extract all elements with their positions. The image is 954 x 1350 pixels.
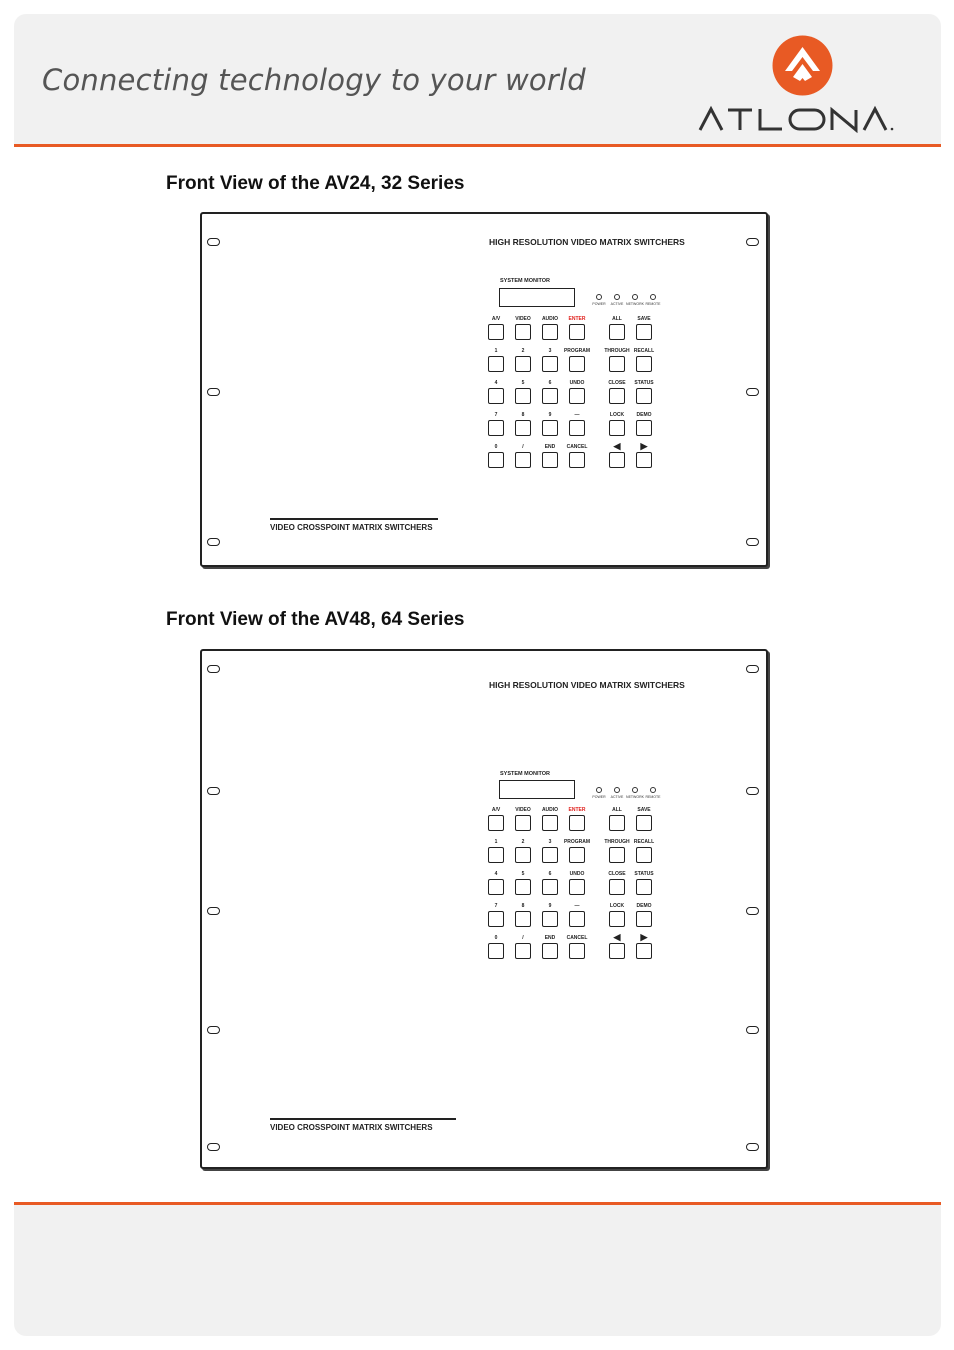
key-label: 7 [494,903,498,909]
key-left-button[interactable] [609,943,625,959]
key-5-button[interactable] [515,879,531,895]
footer-divider [14,1202,941,1205]
key-label: UNDO [569,871,585,877]
status-led-label: REMOTE [645,302,661,306]
key-label: AUDIO [541,316,559,322]
key-label: CANCEL [566,935,588,941]
rack-ear-right [746,388,759,396]
key-program-button[interactable] [569,847,585,863]
panel-title: HIGH RESOLUTION VIDEO MATRIX SWITCHERS [489,680,685,690]
key-label: 2 [521,839,525,845]
key-label: THROUGH [604,348,630,354]
atlona-logo-icon [772,35,833,96]
key-5-button[interactable] [515,388,531,404]
status-led-remote [650,294,656,300]
key-label: 5 [521,871,525,877]
tagline: Connecting technology to your world [42,63,586,97]
front-panel-av48-64 [200,649,768,1169]
key-label: PROGRAM [563,348,591,354]
arrow-left-icon: ◀ [613,441,621,451]
key-label: DEMO [636,903,652,909]
status-led-network [632,787,638,793]
key-label: STATUS [634,380,654,386]
key-label: 1 [494,348,498,354]
key-label: SAVE [637,316,651,322]
rack-ear-right [746,538,759,546]
key-label: 4 [494,380,498,386]
key-enter-button[interactable] [569,324,585,340]
key-close-button[interactable] [609,879,625,895]
key-right-button[interactable] [636,943,652,959]
key-av-button[interactable] [488,324,504,340]
system-monitor-label: SYSTEM MONITOR [500,278,551,284]
key-label: AUDIO [541,807,559,813]
key-label: CLOSE [608,380,626,386]
system-monitor-label: SYSTEM MONITOR [500,771,551,777]
rack-ear-right [746,238,759,246]
status-led-label: POWER [592,795,606,799]
key-label: A/V [491,807,501,813]
arrow-right-icon: ▶ [640,932,648,942]
key-lock-button[interactable] [609,420,625,436]
key-label: RECALL [633,839,655,845]
key-2-button[interactable] [515,847,531,863]
key-close-button[interactable] [609,388,625,404]
key--button[interactable] [569,420,585,436]
key-label: VIDEO [515,807,531,813]
key-label: 3 [548,348,552,354]
key-label: STATUS [634,871,654,877]
key-undo-button[interactable] [569,388,585,404]
key-9-button[interactable] [542,911,558,927]
status-led-power [596,294,602,300]
key-end-button[interactable] [542,452,558,468]
key-label: PROGRAM [563,839,591,845]
key-label: CANCEL [566,444,588,450]
rack-ear-left [207,1026,220,1034]
status-led-remote [650,787,656,793]
key-end-button[interactable] [542,943,558,959]
system-monitor-display [499,288,575,307]
rack-ear-left [207,538,220,546]
rack-ear-left [207,665,220,673]
key-4-button[interactable] [488,879,504,895]
arrow-right-icon: ▶ [640,441,648,451]
rack-ear-right [746,1026,759,1034]
key-label: CLOSE [608,871,626,877]
status-led-network [632,294,638,300]
key-audio-button[interactable] [542,324,558,340]
section-title-av48-64: Front View of the AV48, 64 Series [166,609,465,630]
key-enter-button[interactable] [569,815,585,831]
key-0-button[interactable] [488,943,504,959]
key-label: — [574,412,580,418]
key-label: 0 [494,444,498,450]
key-status-button[interactable] [636,879,652,895]
system-monitor-display [499,780,575,799]
key-0-button[interactable] [488,452,504,468]
key-1-button[interactable] [488,356,504,372]
key--button[interactable] [569,911,585,927]
key-label: 6 [548,380,552,386]
key-video-button[interactable] [515,324,531,340]
key-av-button[interactable] [488,815,504,831]
crosspoint-title: VIDEO CROSSPOINT MATRIX SWITCHERS [270,1118,456,1132]
status-led-label: NETWORK [626,795,644,799]
status-led-label: REMOTE [645,795,661,799]
key-label: ENTER [568,807,586,813]
key-label: END [544,935,556,941]
key-label: ALL [612,807,622,813]
key-label: DEMO [636,412,652,418]
key-6-button[interactable] [542,879,558,895]
key-3-button[interactable] [542,847,558,863]
key-demo-button[interactable] [636,420,652,436]
key-3-button[interactable] [542,356,558,372]
status-led-power [596,787,602,793]
key-label: THROUGH [604,839,630,845]
key--button[interactable] [515,452,531,468]
key-recall-button[interactable] [636,356,652,372]
key-7-button[interactable] [488,420,504,436]
key-8-button[interactable] [515,420,531,436]
rack-ear-left [207,238,220,246]
section-title-av24-32: Front View of the AV24, 32 Series [166,173,465,194]
status-led-active [614,294,620,300]
key-recall-button[interactable] [636,847,652,863]
atlona-wordmark [698,105,908,133]
key-undo-button[interactable] [569,879,585,895]
key-4-button[interactable] [488,388,504,404]
key-label: A/V [491,316,501,322]
rack-ear-left [207,1143,220,1151]
key-label: 6 [548,871,552,877]
key-label: 0 [494,935,498,941]
key-label: VIDEO [515,316,531,322]
key-left-button[interactable] [609,452,625,468]
key-label: 5 [521,380,525,386]
key-through-button[interactable] [609,356,625,372]
status-led-label: NETWORK [626,302,644,306]
key-audio-button[interactable] [542,815,558,831]
front-panel-av24-32 [200,212,768,567]
key-7-button[interactable] [488,911,504,927]
key-1-button[interactable] [488,847,504,863]
key-label: 3 [548,839,552,845]
key-label: SAVE [637,807,651,813]
key-2-button[interactable] [515,356,531,372]
crosspoint-title: VIDEO CROSSPOINT MATRIX SWITCHERS [270,518,438,532]
key-label: 9 [548,412,552,418]
key-9-button[interactable] [542,420,558,436]
status-led-label: ACTIVE [610,795,624,799]
key-label: 7 [494,412,498,418]
key-label: 2 [521,348,525,354]
key-label: 4 [494,871,498,877]
key-all-button[interactable] [609,324,625,340]
key-label: END [544,444,556,450]
rack-ear-right [746,787,759,795]
key-label: — [574,903,580,909]
rack-ear-right [746,665,759,673]
key-all-button[interactable] [609,815,625,831]
key-label: ALL [612,316,622,322]
key-label: UNDO [569,380,585,386]
arrow-left-icon: ◀ [613,932,621,942]
key-label: / [522,935,524,941]
key-save-button[interactable] [636,324,652,340]
key-through-button[interactable] [609,847,625,863]
key-video-button[interactable] [515,815,531,831]
key-program-button[interactable] [569,356,585,372]
key-right-button[interactable] [636,452,652,468]
key-cancel-button[interactable] [569,452,585,468]
key-label: ENTER [568,316,586,322]
rack-ear-left [207,907,220,915]
key-8-button[interactable] [515,911,531,927]
status-led-label: POWER [592,302,606,306]
status-led-active [614,787,620,793]
rack-ear-left [207,787,220,795]
rack-ear-left [207,388,220,396]
key-label: / [522,444,524,450]
key-label: LOCK [609,412,625,418]
key-6-button[interactable] [542,388,558,404]
key-label: RECALL [633,348,655,354]
key-lock-button[interactable] [609,911,625,927]
key-label: 9 [548,903,552,909]
key-status-button[interactable] [636,388,652,404]
key-demo-button[interactable] [636,911,652,927]
key-save-button[interactable] [636,815,652,831]
key--button[interactable] [515,943,531,959]
panel-title: HIGH RESOLUTION VIDEO MATRIX SWITCHERS [489,237,685,247]
key-label: 8 [521,412,525,418]
rack-ear-right [746,907,759,915]
key-label: LOCK [609,903,625,909]
key-label: 1 [494,839,498,845]
key-label: 8 [521,903,525,909]
rack-ear-right [746,1143,759,1151]
key-cancel-button[interactable] [569,943,585,959]
status-led-label: ACTIVE [610,302,624,306]
